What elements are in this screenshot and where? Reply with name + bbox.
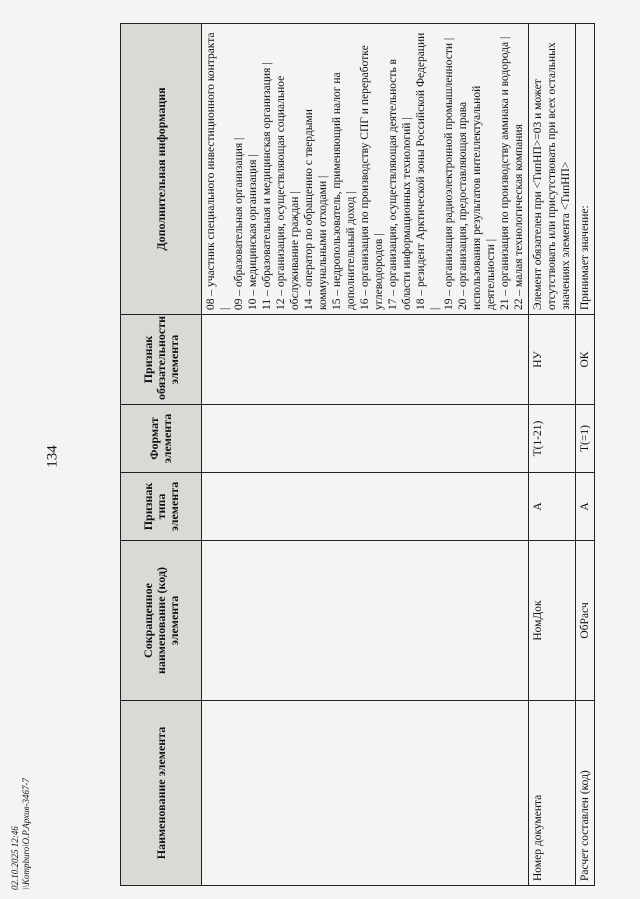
list-item: 14 – оператор по обращению с твердыми коммунальными отходами | bbox=[303, 109, 329, 310]
cell-short-name: НомДок bbox=[529, 541, 576, 701]
header-short-name: Сокращенное наименование (код) элемента bbox=[121, 541, 202, 701]
list-item: 11 – образовательная и медицинская организация | bbox=[261, 62, 273, 310]
cell-name: Номер документа bbox=[529, 701, 576, 886]
list-item: 21 – организация по производству аммиака и водорода | bbox=[499, 36, 511, 310]
list-item: 09 – образовательная организация | bbox=[233, 137, 245, 310]
list-item: 19 – организация радиоэлектронной промышленности | bbox=[443, 37, 455, 310]
header-format: Формат элемента bbox=[121, 405, 202, 473]
header-name: Наименование элемента bbox=[121, 701, 202, 886]
list-item: 18 – резидент Арктической зоны Российской Федерации | bbox=[415, 32, 441, 310]
cell-type: А bbox=[529, 473, 576, 541]
list-item: 10 – медицинская организация | bbox=[247, 154, 259, 310]
cell-info: Принимает значение: bbox=[576, 24, 595, 315]
list-item: 12 – организация, осуществляющая социальное обслуживание граждан | bbox=[275, 75, 301, 310]
cell-empty bbox=[202, 701, 529, 886]
header-mandatory: Признак обязательности элемента bbox=[121, 315, 202, 405]
cell-mandatory: ОК bbox=[576, 315, 595, 405]
cell-info-list bbox=[202, 24, 529, 315]
cell-name: Расчет составлен (код) bbox=[576, 701, 595, 886]
header-type: Признак типа элемента bbox=[121, 473, 202, 541]
list-item: 15 – недропользователь, применяющий налог на дополнительный доход | bbox=[331, 72, 357, 310]
cell-empty bbox=[202, 405, 529, 473]
cell-empty bbox=[202, 473, 529, 541]
specification-table bbox=[120, 23, 595, 886]
table-row bbox=[529, 24, 576, 886]
cell-format: T(=1) bbox=[576, 405, 595, 473]
footer-stamp bbox=[10, 770, 32, 890]
table-row bbox=[576, 24, 595, 886]
cell-info: Элемент обязателен при <ТипНП>=03 и может отсутствовать или присутствовать при всех остальных значениях элемента <ТипНП> bbox=[529, 24, 576, 315]
list-item: 22 – малая технологическая компания bbox=[513, 124, 525, 310]
cell-type: А bbox=[576, 473, 595, 541]
page-number: 134 bbox=[44, 445, 61, 468]
cell-format: T(1-21) bbox=[529, 405, 576, 473]
cell-empty bbox=[202, 541, 529, 701]
footer-path: \\Kompburo\О.Р.Архив-3467-7 bbox=[21, 778, 31, 890]
footer-timestamp: 02.10.2025 12:46 bbox=[10, 826, 20, 890]
header-info: Дополнительная информация bbox=[121, 24, 202, 315]
list-item: 08 – участник специального инвестиционного контракта | bbox=[205, 32, 231, 310]
cell-mandatory: НУ bbox=[529, 315, 576, 405]
list-item: 16 – организация по производству СПГ и переработке углеводородов | bbox=[359, 45, 385, 310]
list-item: 17 – организация, осуществляющая деятельность в области информационных технологий | bbox=[387, 59, 413, 310]
table-row bbox=[202, 24, 529, 886]
cell-short-name: ОбРасч bbox=[576, 541, 595, 701]
cell-empty bbox=[202, 315, 529, 405]
list-item: 20 – организация, предоставляющая права использования результатов интеллектуальной деятельности | bbox=[457, 85, 497, 310]
table-header-row bbox=[121, 24, 202, 886]
rotated-page-content bbox=[120, 24, 591, 886]
